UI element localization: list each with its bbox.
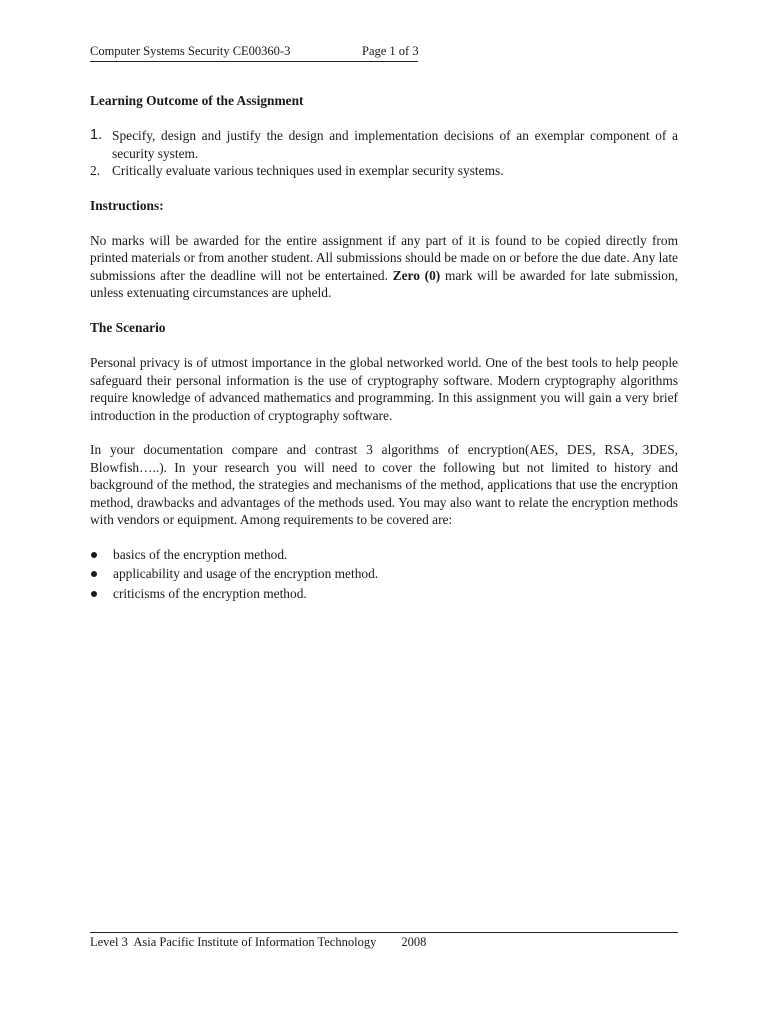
list-item-text: basics of the encryption method.	[113, 546, 288, 562]
bullet-icon	[91, 591, 97, 597]
requirements-list	[90, 546, 678, 602]
learning-outcome-item	[90, 127, 678, 162]
learning-outcome-item	[90, 162, 678, 179]
footer-text: Level 3 Asia Pacific Institute of Information Technology 2008	[90, 935, 427, 949]
list-item-text: criticisms of the encryption method.	[113, 585, 307, 601]
list-item-text: applicability and usage of the encryption method.	[113, 566, 379, 582]
footer-rule	[90, 932, 678, 933]
instructions-heading: Instructions:	[90, 197, 164, 213]
header-rule	[90, 61, 418, 62]
learning-outcome-text: Specify, design and justify the design and implementation decisions of an exemplar component of a security system.	[112, 128, 678, 161]
instructions-text-continued: mark will be awarded for late submission, unless extenuating circumstances are upheld.	[90, 267, 678, 301]
course-title: Computer Systems Security CE00360-3	[90, 44, 291, 58]
list-item	[90, 585, 678, 602]
learning-outcome-list	[90, 127, 678, 179]
scenario-heading: The Scenario	[90, 320, 166, 336]
page-number: Page 1 of 3	[362, 44, 419, 58]
list-number: 2.	[90, 163, 101, 179]
scenario-paragraph: Personal privacy is of utmost importance in the global networked world. One of the best tools to help people safeguard their personal information is the use of cryptography software. Modern cryptography algorithms require knowledge of advanced mathematics and programming. In this assignment you will gain a very brief introduction in the production of cryptography software.	[90, 355, 678, 423]
learning-outcome-text: Critically evaluate various techniques used in exemplar security systems.	[112, 163, 504, 179]
zero-mark-emphasis: Zero (0)	[392, 267, 441, 283]
instructions-paragraph	[90, 232, 678, 302]
requirements-paragraph: In your documentation compare and contrast 3 algorithms of encryption(AES, DES, RSA, 3DES, Blowfish…..). In your research you will need to cover the following but not limited to history and background of the method, the strategies and mechanisms of the method, applications that use the encryption method, drawbacks and advantages of the methods used. You may also want to relate the encryption methods with vendors or equipment. Among requirements to be covered are:	[90, 442, 678, 528]
page-header	[90, 44, 680, 62]
learning-outcome-heading: Learning Outcome of the Assignment	[90, 93, 304, 108]
list-item	[90, 565, 678, 582]
document-body	[90, 92, 678, 604]
instructions-text: No marks will be awarded for the entire assignment if any part of it is found to be copied directly from printed materials or from another student. All submissions should be made on or before the due date. Any late submissions after the deadline will not be entertained.	[90, 233, 678, 283]
list-number: 1.	[90, 127, 103, 144]
bullet-icon	[91, 571, 97, 577]
bullet-icon	[91, 552, 97, 558]
list-item	[90, 546, 678, 563]
